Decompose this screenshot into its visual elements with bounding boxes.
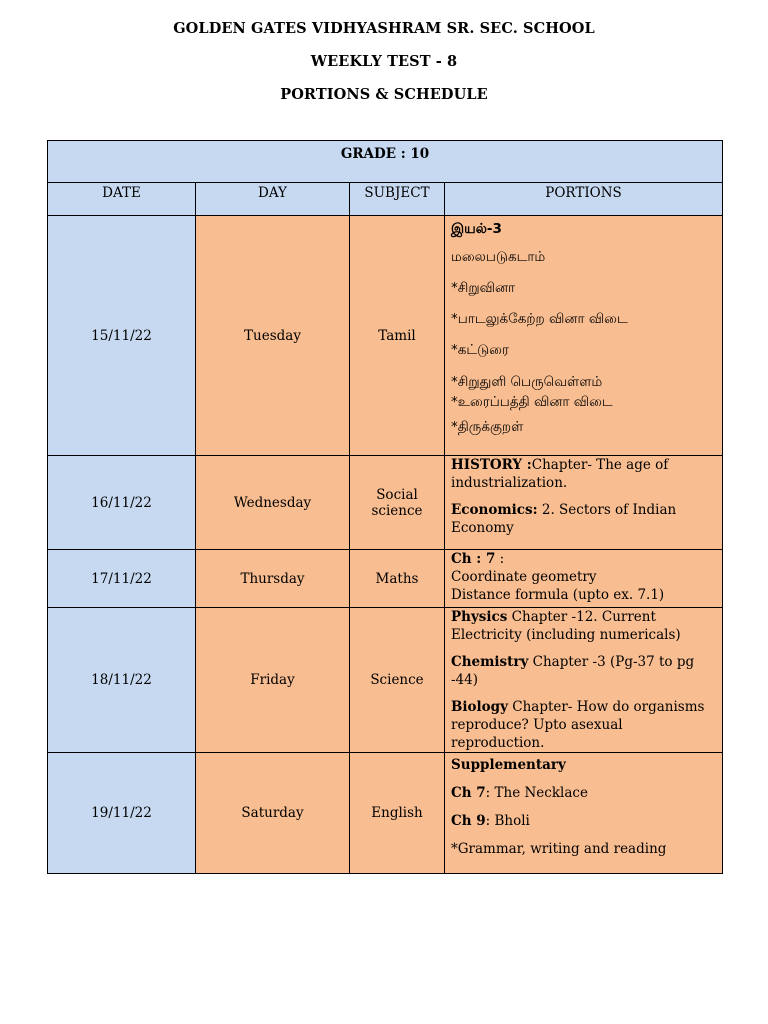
subject-cell: [350, 456, 445, 550]
chapter-9-label: Ch 9: [451, 813, 486, 829]
date-cell: 17/11/22: [48, 550, 196, 608]
col-header-day: DAY: [196, 183, 350, 216]
chemistry-label: Chemistry: [451, 654, 529, 670]
test-title: WEEKLY TEST - 8: [310, 53, 458, 70]
portions-cell: [445, 456, 723, 550]
portions-cell: [445, 608, 723, 753]
column-header-row: [48, 183, 723, 216]
chapter-line: [451, 550, 716, 568]
chapter-label: Ch : 7: [451, 551, 496, 567]
chapter-9-text: : Bholi: [485, 813, 530, 829]
chapter-7-label: Ch 7: [451, 785, 486, 801]
subject-cell: Maths: [350, 550, 445, 608]
chapter-9-portion: [451, 812, 716, 830]
subject-cell: English: [350, 753, 445, 874]
biology-portion: [451, 698, 716, 752]
supplementary-label: Supplementary: [451, 757, 566, 773]
subject-cell: Tamil: [350, 216, 445, 456]
school-name: GOLDEN GATES VIDHYASHRAM SR. SEC. SCHOOL: [173, 20, 595, 37]
economics-portion: [451, 501, 716, 537]
physics-text: Chapter -12. Current Electricity (including numericals): [451, 609, 681, 643]
table-row: [48, 753, 723, 874]
col-header-portions: PORTIONS: [445, 183, 723, 216]
portion-line: மலைபடுகடாம்: [451, 249, 546, 265]
history-text: Chapter- The age of industrialization.: [451, 457, 669, 491]
subject-line: science: [371, 502, 423, 519]
economics-text: 2. Sectors of Indian Economy: [451, 502, 677, 536]
economics-label: Economics:: [451, 502, 538, 518]
table-row: [48, 608, 723, 753]
day-cell: Thursday: [196, 550, 350, 608]
chemistry-text: Chapter -3 (Pg-37 to pg -44): [451, 654, 695, 688]
history-label: HISTORY :: [451, 457, 532, 473]
portion-line: *பாடலுக்கேற்ற வினா விடை: [451, 311, 628, 327]
physics-portion: [451, 608, 716, 644]
grade-label: GRADE : 10: [48, 141, 723, 183]
portion-line: இயல்-3: [451, 221, 502, 237]
subject-cell: Science: [350, 608, 445, 753]
schedule-subtitle: PORTIONS & SCHEDULE: [280, 86, 488, 103]
col-header-date: DATE: [48, 183, 196, 216]
day-cell: Saturday: [196, 753, 350, 874]
schedule-table: [47, 140, 723, 874]
day-cell: Tuesday: [196, 216, 350, 456]
portions-cell: [445, 753, 723, 874]
physics-label: Physics: [451, 609, 508, 625]
portion-line: *உரைப்பத்தி வினா விடை: [451, 394, 613, 410]
chapter-7-portion: [451, 784, 716, 802]
col-header-subject: SUBJECT: [350, 183, 445, 216]
date-cell: 19/11/22: [48, 753, 196, 874]
portion-line: *திருக்குறள்: [451, 419, 524, 435]
subject-line: Social: [376, 486, 418, 503]
day-cell: Wednesday: [196, 456, 350, 550]
history-portion: [451, 456, 716, 492]
day-cell: Friday: [196, 608, 350, 753]
grade-row: [48, 141, 723, 183]
table-row: [48, 456, 723, 550]
portions-cell: [445, 550, 723, 608]
chapter-7-text: : The Necklace: [485, 785, 588, 801]
portion-line: Coordinate geometry: [451, 569, 597, 585]
portion-line: *கட்டுரை: [451, 342, 509, 358]
portion-line: *சிறுவினா: [451, 280, 516, 296]
portions-cell: [445, 216, 723, 456]
date-cell: 15/11/22: [48, 216, 196, 456]
date-cell: 16/11/22: [48, 456, 196, 550]
grammar-line: *Grammar, writing and reading: [451, 841, 667, 857]
biology-label: Biology: [451, 699, 508, 715]
chapter-suffix: :: [495, 551, 505, 567]
portion-line: Distance formula (upto ex. 7.1): [451, 587, 665, 603]
date-cell: 18/11/22: [48, 608, 196, 753]
table-row: [48, 550, 723, 608]
portion-line: *சிறுதுளி பெருவெள்ளம்: [451, 374, 603, 390]
table-row: [48, 216, 723, 456]
chemistry-portion: [451, 653, 716, 689]
biology-text: Chapter- How do organisms reproduce? Upto asexual reproduction.: [451, 699, 705, 751]
